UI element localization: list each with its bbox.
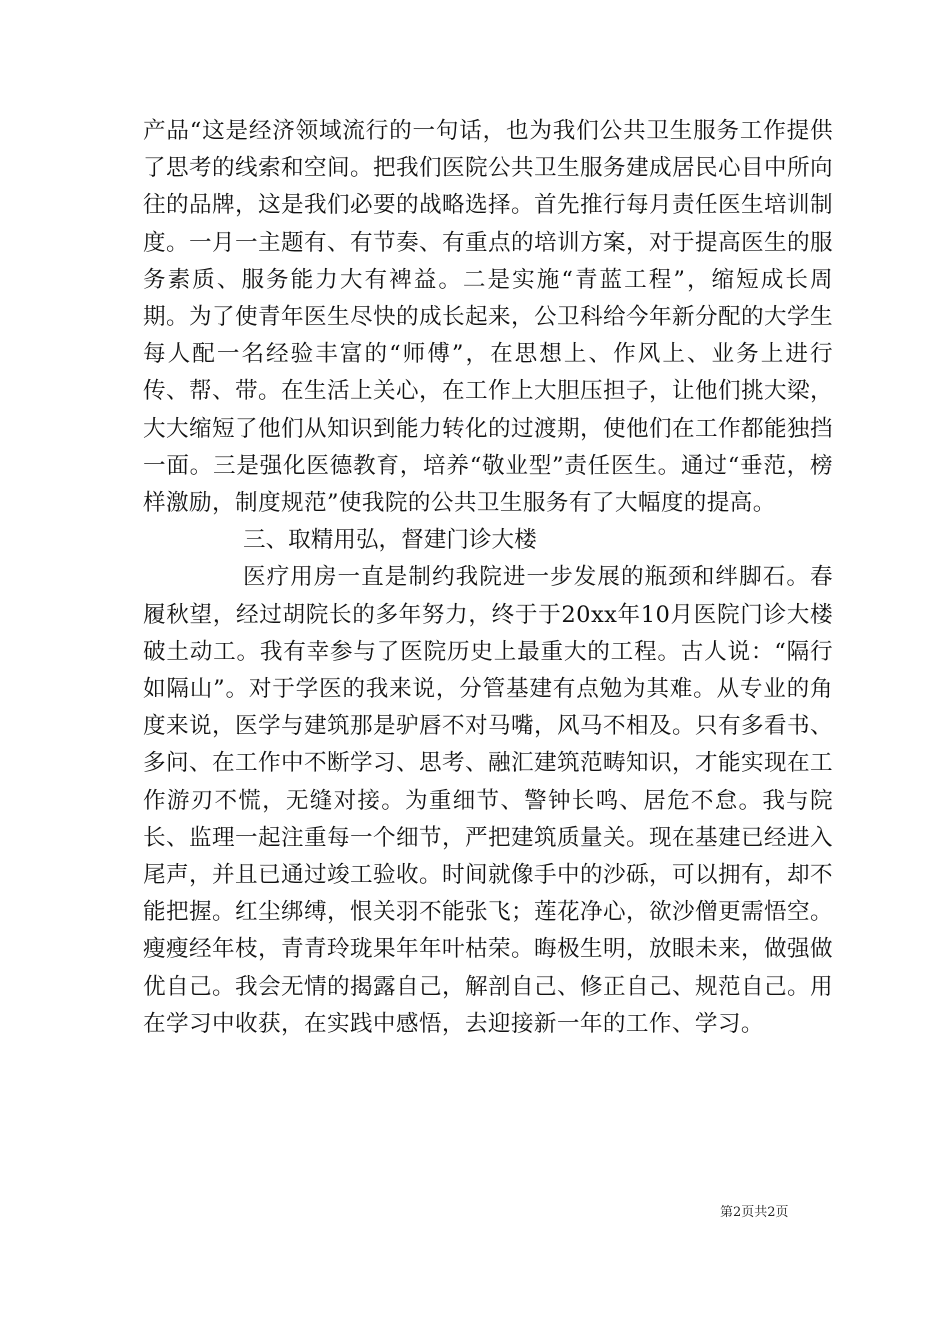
page-number: 第2页共2页 bbox=[720, 1205, 789, 1220]
body-paragraph-continued: 产品“这是经济领域流行的一句话，也为我们公共卫生服务工作提供了思考的线索和空间。把我们医院公共卫生服务建成居民心目中所向往的品牌，这是我们必要的战略选择。首先推行每月责任医生培训制度。一月一主题有、有节奏、有重点的培训方案，对于提高医生的服务素质、服务能力大有裨益。二是实施“青蓝工程”，缩短成长周期。为了使青年医生尽快的成长起来，公卫科给今年新分配的大学生每人配一名经验丰富的“师傅”，在思想上、作风上、业务上进行传、帮、带。在生活上关心，在工作上大胆压担子，让他们挑大梁，大大缩短了他们从知识到能力转化的过渡期，使他们在工作都能独挡一面。三是强化医德教育，培养“敬业型”责任医生。通过“垂范，榜样激励，制度规范”使我院的公共卫生服务有了大幅度的提高。 bbox=[143, 118, 833, 517]
document-body bbox=[143, 113, 833, 1043]
section-paragraph: 医疗用房一直是制约我院进一步发展的瓶颈和绊脚石。春履秋望，经过胡院长的多年努力，终于于20xx年10月医院门诊大楼破土动工。我有幸参与了医院历史上最重大的工程。古人说：“隔行如隔山”。对于学医的我来说，分管基建有点勉为其难。从专业的角度来说，医学与建筑那是驴唇不对马嘴，风马不相及。只有多看书、多问、在工作中不断学习、思考、融汇建筑范畴知识，才能实现在工作游刃不慌，无缝对接。为重细节、警钟长鸣、居危不怠。我与院长、监理一起注重每一个细节，严把建筑质量关。现在基建已经进入尾声，并且已通过竣工验收。时间就像手中的沙砾，可以拥有，却不能把握。红尘绑缚，恨关羽不能张飞；莲花净心，欲沙僧更需悟空。瘦瘦经年枝，青青玲珑果年年叶枯荣。晦极生明，放眼未来，做强做优自己。我会无情的揭露自己，解剖自己、修正自己、规范自己。用在学习中收获，在实践中感悟，去迎接新一年的工作、学习。 bbox=[143, 564, 833, 1037]
section-heading: 三、取精用弘，督建门诊大楼 bbox=[243, 527, 537, 554]
